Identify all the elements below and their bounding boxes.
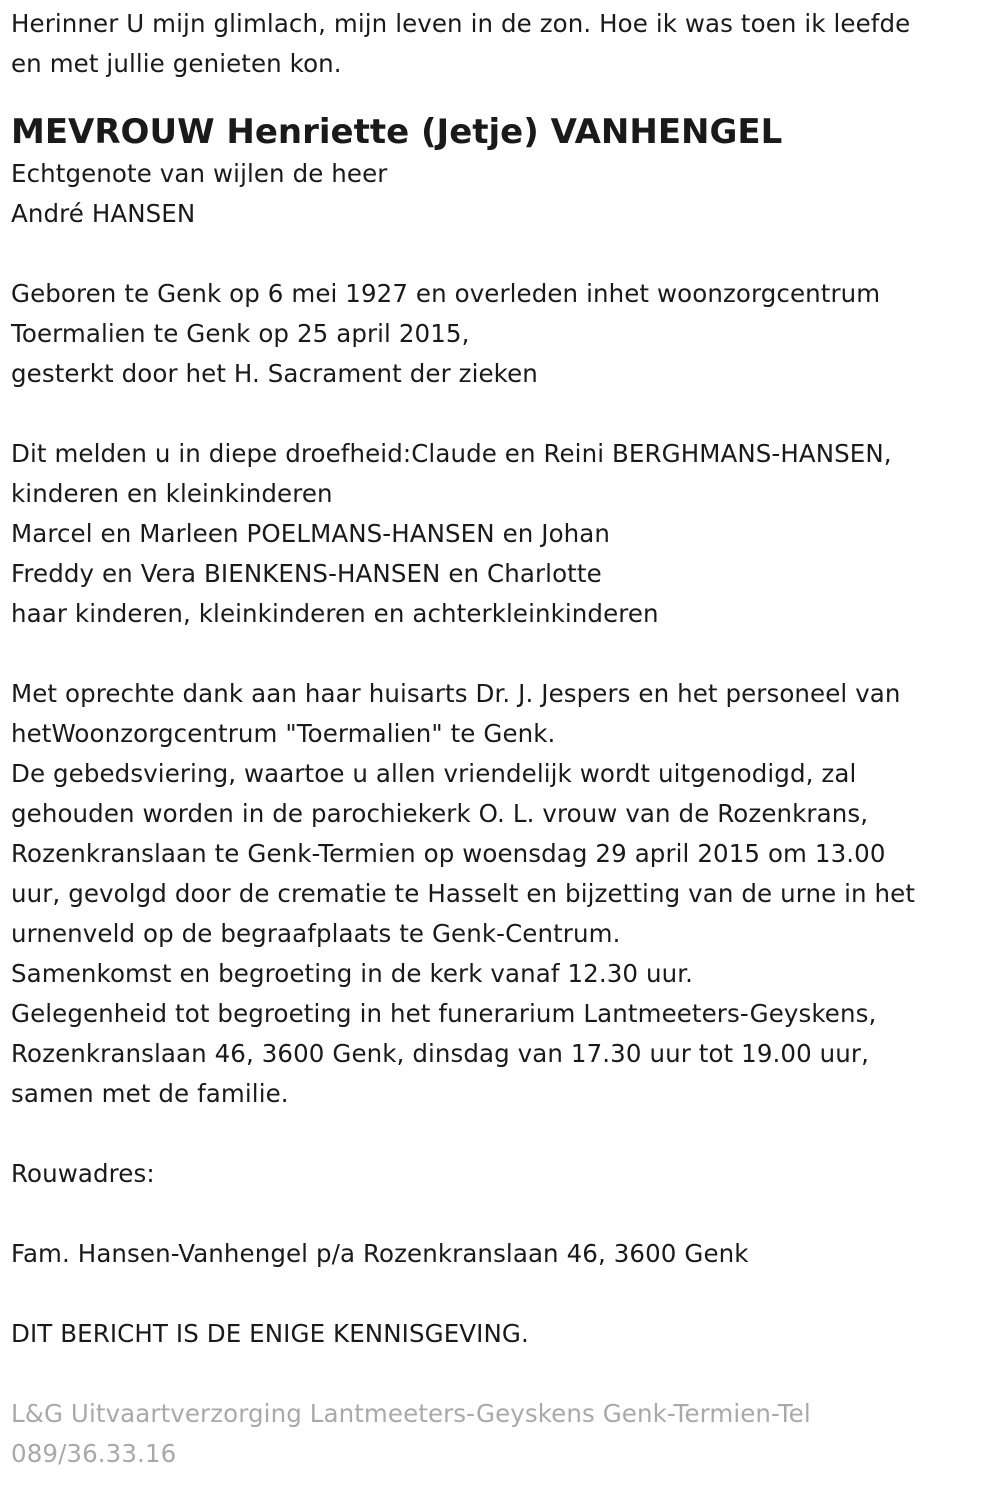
ceremony-line: De gebedsviering, waartoe u allen vriendelijk wordt uitgenodigd, zal (11, 759, 857, 788)
quote-line: Herinner U mijn glimlach, mijn leven in de zon. Hoe ik was toen ik leefde (11, 9, 911, 38)
family-line: haar kinderen, kleinkinderen en achterkleinkinderen (11, 599, 659, 628)
quote-line: en met jullie genieten kon. (11, 49, 342, 78)
birth-death-line: gesterkt door het H. Sacrament der zieken (11, 359, 538, 388)
footer-line: 089/36.33.16 (11, 1439, 177, 1468)
spacer (11, 394, 991, 434)
spacer (11, 1274, 991, 1314)
ceremony-line: Rozenkranslaan te Genk-Termien op woensdag 29 april 2015 om 13.00 (11, 839, 886, 868)
spouse-line: Echtgenote van wijlen de heer (11, 159, 388, 188)
address-label: Rouwadres: (11, 1159, 155, 1188)
ceremony-line: gehouden worden in de parochiekerk O. L. vrouw van de Rozenkrans, (11, 799, 869, 828)
spouse-line: André HANSEN (11, 199, 196, 228)
notice-statement: DIT BERICHT IS DE ENIGE KENNISGEVING. (11, 1319, 529, 1348)
birth-death-info (11, 274, 991, 394)
memorial-quote (11, 4, 991, 84)
family-line: Dit melden u in diepe droefheid:Claude en Reini BERGHMANS-HANSEN, (11, 439, 892, 468)
ceremony-line: Rozenkranslaan 46, 3600 Genk, dinsdag van 17.30 uur tot 19.00 uur, (11, 1039, 869, 1068)
ceremony-line: hetWoonzorgcentrum "Toermalien" te Genk. (11, 719, 556, 748)
ceremony-line: samen met de familie. (11, 1079, 289, 1108)
family-line: kinderen en kleinkinderen (11, 479, 333, 508)
family-announcement (11, 434, 991, 634)
spacer (11, 1194, 991, 1234)
obituary-notice (11, 4, 991, 1474)
funeral-director-footer (11, 1394, 991, 1474)
spacer (11, 634, 991, 674)
spouse-info (11, 154, 991, 234)
mourning-address: Fam. Hansen-Vanhengel p/a Rozenkranslaan 46, 3600 Genk (11, 1239, 749, 1268)
footer-line: L&G Uitvaartverzorging Lantmeeters-Geyskens Genk-Termien-Tel (11, 1399, 811, 1428)
deceased-name: MEVROUW Henriette (Jetje) VANHENGEL (11, 112, 783, 152)
birth-death-line: Geboren te Genk op 6 mei 1927 en overleden inhet woonzorgcentrum (11, 279, 881, 308)
ceremony-line: Met oprechte dank aan haar huisarts Dr. J. Jespers en het personeel van (11, 679, 901, 708)
family-line: Marcel en Marleen POELMANS-HANSEN en Johan (11, 519, 611, 548)
spacer (11, 1114, 991, 1154)
ceremony-line: urnenveld op de begraafplaats te Genk-Centrum. (11, 919, 621, 948)
ceremony-line: Samenkomst en begroeting in de kerk vanaf 12.30 uur. (11, 959, 694, 988)
birth-death-line: Toermalien te Genk op 25 april 2015, (11, 319, 470, 348)
ceremony-details (11, 674, 991, 1114)
ceremony-line: Gelegenheid tot begroeting in het funerarium Lantmeeters-Geyskens, (11, 999, 877, 1028)
ceremony-line: uur, gevolgd door de crematie te Hasselt en bijzetting van de urne in het (11, 879, 916, 908)
spacer (11, 1354, 991, 1394)
spacer (11, 234, 991, 274)
family-line: Freddy en Vera BIENKENS-HANSEN en Charlotte (11, 559, 602, 588)
